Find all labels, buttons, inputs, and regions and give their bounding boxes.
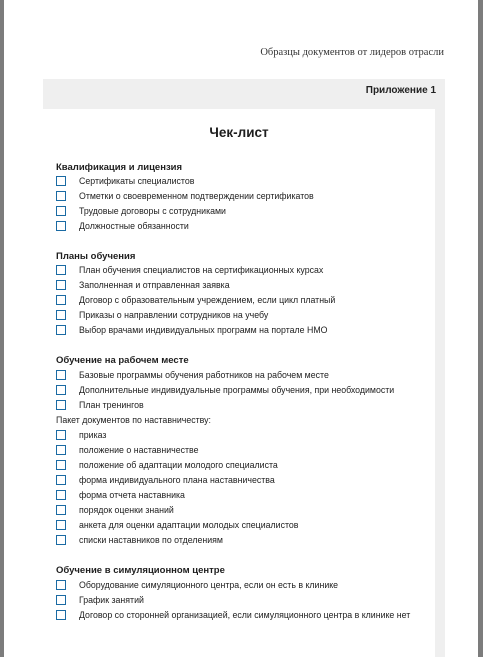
checkbox[interactable] xyxy=(56,595,66,605)
checklist-item[interactable] xyxy=(56,220,189,232)
checkbox[interactable] xyxy=(56,280,66,290)
checklist-item[interactable] xyxy=(56,190,314,202)
checklist-item-label: списки наставников по отделениям xyxy=(79,535,223,545)
checklist-item-label: Дополнительные индивидуальные программы обучения, при необходимости xyxy=(79,385,395,395)
checkbox[interactable] xyxy=(56,295,66,305)
checklist-sheet xyxy=(43,109,435,657)
checklist-item[interactable] xyxy=(56,309,268,321)
checkbox[interactable] xyxy=(56,310,66,320)
checklist-item-label: форма индивидуального плана наставничества xyxy=(79,475,275,485)
checkbox[interactable] xyxy=(56,490,66,500)
section-title: Квалификация и лицензия xyxy=(56,162,183,173)
checklist-title: Чек-лист xyxy=(209,125,269,140)
checkbox[interactable] xyxy=(56,400,66,410)
checkbox[interactable] xyxy=(56,460,66,470)
checklist-item[interactable] xyxy=(56,459,278,471)
checkbox[interactable] xyxy=(56,475,66,485)
checklist-item[interactable] xyxy=(56,429,106,441)
checklist-item[interactable] xyxy=(56,519,298,531)
checklist-item-label: Договор с образовательным учреждением, если цикл платный xyxy=(79,295,336,305)
checklist-item-label: форма отчета наставника xyxy=(79,490,185,500)
subheading: Пакет документов по наставничеству: xyxy=(56,415,211,425)
checkbox[interactable] xyxy=(56,176,66,186)
checklist-item-label: порядок оценки знаний xyxy=(79,505,174,515)
section-title: Обучение в симуляционном центре xyxy=(56,565,225,576)
checkbox[interactable] xyxy=(56,445,66,455)
checkbox[interactable] xyxy=(56,325,66,335)
checklist-item[interactable] xyxy=(56,534,223,546)
checklist-item-label: Выбор врачами индивидуальных программ на портале НМО xyxy=(79,325,328,335)
checklist-item[interactable] xyxy=(56,279,230,291)
checkbox[interactable] xyxy=(56,221,66,231)
checklist-item[interactable] xyxy=(56,175,194,187)
checklist-item-label: План обучения специалистов на сертификационных курсах xyxy=(79,265,324,275)
checklist-item-label: Базовые программы обучения работников на рабочем месте xyxy=(79,370,329,380)
section-title: Планы обучения xyxy=(56,251,136,262)
section-title: Обучение на рабочем месте xyxy=(56,355,189,366)
appendix-band xyxy=(43,79,445,657)
checklist-item[interactable] xyxy=(56,474,275,486)
checklist-item[interactable] xyxy=(56,264,323,276)
checklist-item-label: анкета для оценки адаптации молодых специалистов xyxy=(79,520,299,530)
checklist-item[interactable] xyxy=(56,504,174,516)
checklist-item[interactable] xyxy=(56,594,144,606)
appendix-label: Приложение 1 xyxy=(365,85,436,96)
checklist-item[interactable] xyxy=(56,489,185,501)
checklist-item-label: Заполненная и отправленная заявка xyxy=(79,280,230,290)
checklist-item-label: положение о наставничестве xyxy=(79,445,199,455)
checklist-item[interactable] xyxy=(56,609,410,621)
checklist-item-label: Должностные обязанности xyxy=(79,221,189,231)
checkbox[interactable] xyxy=(56,610,66,620)
checklist-item[interactable] xyxy=(56,324,328,336)
checkbox[interactable] xyxy=(56,505,66,515)
checkbox[interactable] xyxy=(56,191,66,201)
checklist-item-label: Приказы о направлении сотрудников на учебу xyxy=(79,310,269,320)
checklist-item[interactable] xyxy=(56,399,144,411)
checklist-item[interactable] xyxy=(56,294,335,306)
checkbox[interactable] xyxy=(56,370,66,380)
checklist-item-label: График занятий xyxy=(79,595,144,605)
checklist-item[interactable] xyxy=(56,369,329,381)
checklist-item-label: Договор со сторонней организацией, если симуляционного центра в клинике нет xyxy=(79,610,411,620)
document-page xyxy=(4,0,478,657)
checklist-item-label: положение об адаптации молодого специалиста xyxy=(79,460,278,470)
checkbox[interactable] xyxy=(56,430,66,440)
checklist-item-label: Трудовые договоры с сотрудниками xyxy=(79,206,226,216)
checkbox[interactable] xyxy=(56,206,66,216)
checkbox[interactable] xyxy=(56,535,66,545)
checkbox[interactable] xyxy=(56,265,66,275)
checklist-item-label: приказ xyxy=(79,430,107,440)
checklist-item-label: Отметки о своевременном подтверждении сертификатов xyxy=(79,191,314,201)
checklist-item[interactable] xyxy=(56,205,226,217)
checklist-item[interactable] xyxy=(56,444,199,456)
checkbox[interactable] xyxy=(56,385,66,395)
checklist-item[interactable] xyxy=(56,384,394,396)
checklist-item[interactable] xyxy=(56,579,338,591)
checklist-item-label: План тренингов xyxy=(79,400,144,410)
checklist-item-label: Оборудование симуляционного центра, если он есть в клинике xyxy=(79,580,339,590)
checkbox[interactable] xyxy=(56,580,66,590)
checkbox[interactable] xyxy=(56,520,66,530)
checklist-item-label: Сертификаты специалистов xyxy=(79,176,195,186)
running-head: Образцы документов от лидеров отрасли xyxy=(260,47,444,58)
